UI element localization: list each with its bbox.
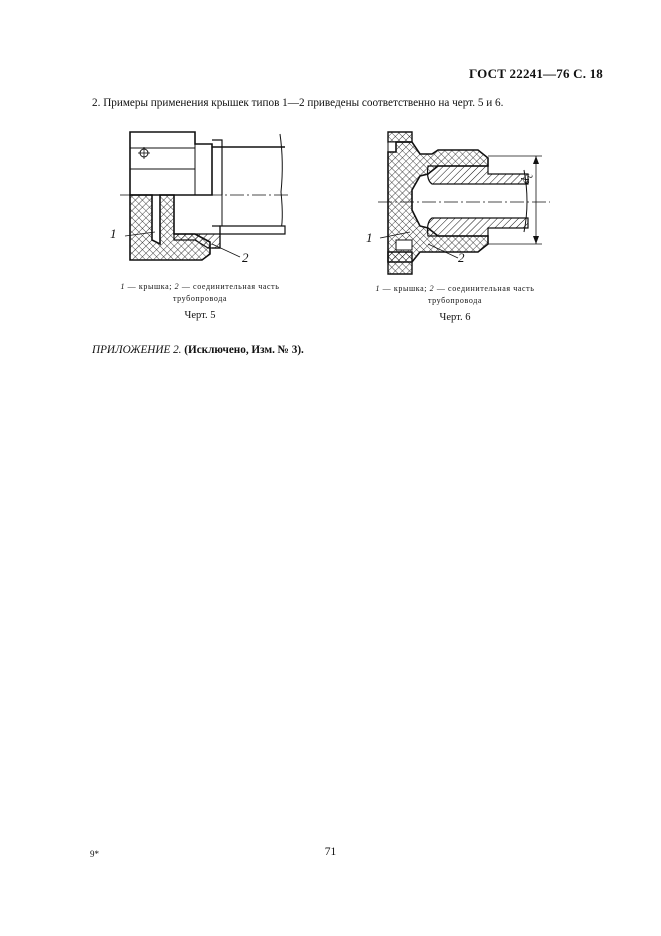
figure-6-callout-2: 2: [458, 250, 465, 265]
figure-5-caption: 1 — крышка; 2 — соединительная часть трубопровода: [120, 282, 280, 303]
figure-5-callout-1: 1: [110, 226, 117, 241]
body-paragraph: 2. Примеры применения крышек типов 1—2 приведены соответственно на черт. 5 и 6.: [92, 97, 504, 109]
figure-5-label: Черт. 5: [184, 310, 216, 321]
figure-6-caption: 1 — крышка; 2 — соединительная часть трубопровода: [375, 284, 535, 305]
figure-5-callout-2: 2: [242, 250, 249, 265]
figure-5-drawing: [100, 122, 300, 272]
appendix-note: ПРИЛОЖЕНИЕ 2. (Исключено, Изм. № 3).: [92, 344, 304, 356]
figure-6-drawing: [360, 122, 560, 282]
figure-6-dimension-label: $d_c$: [518, 174, 535, 184]
footnote-mark: 9*: [90, 849, 99, 859]
page-number: 71: [324, 846, 337, 858]
page-header: ГОСТ 22241—76 С. 18: [469, 66, 603, 81]
figure-6-callout-1: 1: [366, 230, 373, 245]
figure-6-label: Черт. 6: [439, 312, 471, 323]
